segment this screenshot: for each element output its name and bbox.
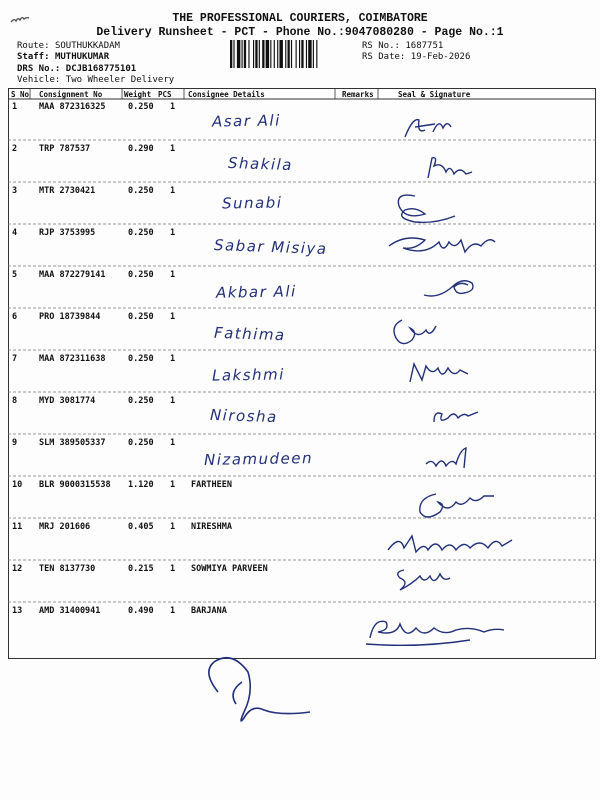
- row-pieces: 1: [170, 606, 176, 616]
- row-weight: 0.250: [128, 396, 154, 406]
- row-pieces: 1: [170, 144, 176, 154]
- column-header-seal: Seal & Signature: [398, 90, 471, 99]
- barcode-bar: [308, 40, 311, 68]
- column-header-sno: S No: [11, 90, 30, 99]
- barcode-bar: [248, 40, 249, 68]
- table-grid: [8, 88, 596, 659]
- signature-1: [395, 112, 465, 142]
- row-consignee-handwritten: Nirosha: [209, 405, 279, 427]
- row-serial-number: 4: [12, 228, 18, 238]
- barcode-bar: [255, 40, 257, 68]
- rs-date-line: RS Date: 19-Feb-2026: [362, 52, 471, 62]
- row-weight: 0.250: [128, 312, 154, 322]
- row-weight: 0.290: [128, 144, 154, 154]
- staff-line: Staff: MUTHUKUMAR: [17, 52, 110, 62]
- row-pieces: 1: [170, 480, 176, 490]
- barcode: [230, 40, 360, 68]
- barcode-bar: [301, 40, 303, 68]
- vehicle-line: Vehicle: Two Wheeler Delivery: [17, 75, 175, 85]
- row-weight: 0.215: [128, 564, 154, 574]
- barcode-bar: [288, 40, 290, 68]
- row-consignment-number: RJP 3753995: [39, 228, 96, 238]
- column-header-pcs: PCS: [158, 90, 172, 99]
- rs-date-value: 19-Feb-2026: [410, 52, 471, 62]
- row-consignee: SOWMIYA PARVEEN: [191, 564, 268, 574]
- runsheet-subtitle: Delivery Runsheet - PCT - Phone No.:9047080280 - Page No.:1: [96, 26, 504, 39]
- row-consignee-handwritten: Akbar Ali: [215, 282, 297, 302]
- barcode-bar: [233, 40, 234, 68]
- row-consignment-number: SLM 389505337: [39, 438, 106, 448]
- row-serial-number: 3: [12, 186, 18, 196]
- barcode-bar: [266, 40, 269, 68]
- row-consignee-handwritten: Lakshmi: [211, 365, 285, 385]
- row-consignee-handwritten: Nizamudeen: [203, 449, 314, 469]
- row-weight: 0.490: [128, 606, 154, 616]
- rs-no-line: RS No.: 1687751: [362, 41, 444, 51]
- staff-value: MUTHUKUMAR: [54, 52, 110, 62]
- signature-5: [418, 273, 480, 303]
- company-title: THE PROFESSIONAL COURIERS, COIMBATORE: [172, 12, 428, 25]
- signature-12: [390, 562, 460, 596]
- row-consignee-handwritten: Shakila: [227, 153, 294, 175]
- row-pieces: 1: [170, 438, 176, 448]
- row-serial-number: 10: [12, 480, 23, 490]
- row-serial-number: 9: [12, 438, 18, 448]
- route-line: Route: SOUTHUKKADAM: [17, 41, 120, 51]
- signature-4: [385, 226, 500, 262]
- row-consignment-number: MRJ 201606: [39, 522, 91, 532]
- row-consignment-number: BLR 9000315538: [39, 480, 111, 490]
- row-pieces: 1: [170, 186, 176, 196]
- row-weight: 0.405: [128, 522, 154, 532]
- row-serial-number: 11: [12, 522, 23, 532]
- row-pieces: 1: [170, 396, 176, 406]
- row-consignment-number: MAA 872279141: [39, 270, 106, 280]
- row-consignee: BARJANA: [191, 606, 227, 616]
- barcode-bar: [316, 40, 317, 68]
- large-signature: [198, 652, 318, 730]
- signature-9: [422, 444, 482, 474]
- barcode-bar: [262, 40, 264, 68]
- row-serial-number: 2: [12, 144, 18, 154]
- row-serial-number: 6: [12, 312, 18, 322]
- barcode-bar: [296, 40, 297, 68]
- row-pieces: 1: [170, 312, 176, 322]
- row-serial-number: 12: [12, 564, 23, 574]
- signature-10: [410, 484, 500, 526]
- row-weight: 0.250: [128, 270, 154, 280]
- barcode-bar: [259, 40, 260, 68]
- signature-2: [420, 152, 480, 182]
- row-pieces: 1: [170, 270, 176, 280]
- drs-line: DRS No.: DCJB168775101: [17, 64, 137, 74]
- row-consignment-number: TEN 8137730: [39, 564, 96, 574]
- row-weight: 1.120: [128, 480, 154, 490]
- row-pieces: 1: [170, 102, 176, 112]
- row-weight: 0.250: [128, 186, 154, 196]
- barcode-bar: [253, 40, 254, 68]
- row-consignment-number: MYD 3081774: [39, 396, 96, 406]
- barcode-bar: [299, 40, 300, 68]
- barcode-bar: [306, 40, 307, 68]
- signature-13: [360, 610, 510, 654]
- barcode-bar: [242, 40, 243, 68]
- drs-value: DCJB168775101: [65, 64, 137, 74]
- barcode-bar: [230, 40, 232, 68]
- barcode-bar: [244, 40, 246, 68]
- signature-6: [388, 312, 444, 350]
- column-header-remarks: Remarks: [342, 90, 374, 99]
- row-consignment-number: AMD 31400941: [39, 606, 101, 616]
- column-header-weight: Weight: [124, 90, 152, 99]
- vehicle-value: Two Wheeler Delivery: [65, 75, 175, 85]
- row-consignee-handwritten: Sunabi: [221, 193, 283, 213]
- row-serial-number: 8: [12, 396, 18, 406]
- route-value: SOUTHUKKADAM: [54, 41, 120, 51]
- barcode-bar: [277, 40, 278, 68]
- row-consignment-number: TRP 787537: [39, 144, 91, 154]
- row-weight: 0.250: [128, 228, 154, 238]
- column-header-consignment: Consignment No: [39, 90, 103, 99]
- row-weight: 0.250: [128, 354, 154, 364]
- row-consignment-number: MAA 872311638: [39, 354, 106, 364]
- signature-3: [385, 188, 465, 230]
- row-pieces: 1: [170, 354, 176, 364]
- column-header-consignee: Consignee Details: [188, 90, 265, 99]
- row-weight: 0.250: [128, 102, 154, 112]
- row-pieces: 1: [170, 228, 176, 238]
- signature-8: [428, 402, 484, 428]
- row-serial-number: 1: [12, 102, 18, 112]
- barcode-bar: [313, 40, 314, 68]
- row-consignee-handwritten: Fathima: [213, 323, 286, 345]
- row-pieces: 1: [170, 564, 176, 574]
- row-weight: 0.250: [128, 438, 154, 448]
- barcode-bar: [237, 40, 240, 68]
- signature-11: [384, 530, 519, 558]
- row-consignee-handwritten: Asar Ali: [211, 111, 281, 131]
- row-consignment-number: MTR 2730421: [39, 186, 96, 196]
- row-serial-number: 5: [12, 270, 18, 280]
- row-consignee-handwritten: Sabar Misiya: [213, 236, 328, 258]
- signature-7: [404, 356, 474, 388]
- row-pieces: 1: [170, 522, 176, 532]
- rs-no-value: 1687751: [405, 41, 444, 51]
- barcode-bar: [270, 40, 271, 68]
- row-consignment-number: MAA 872316325: [39, 102, 106, 112]
- barcode-bar: [274, 40, 275, 68]
- barcode-bar: [285, 40, 286, 68]
- row-consignee: FARTHEEN: [191, 480, 232, 490]
- barcode-bar: [291, 40, 292, 68]
- barcode-bar: [279, 40, 282, 68]
- row-serial-number: 13: [12, 606, 23, 616]
- row-consignment-number: PRO 18739844: [39, 312, 101, 322]
- row-serial-number: 7: [12, 354, 18, 364]
- row-consignee: NIRESHMA: [191, 522, 232, 532]
